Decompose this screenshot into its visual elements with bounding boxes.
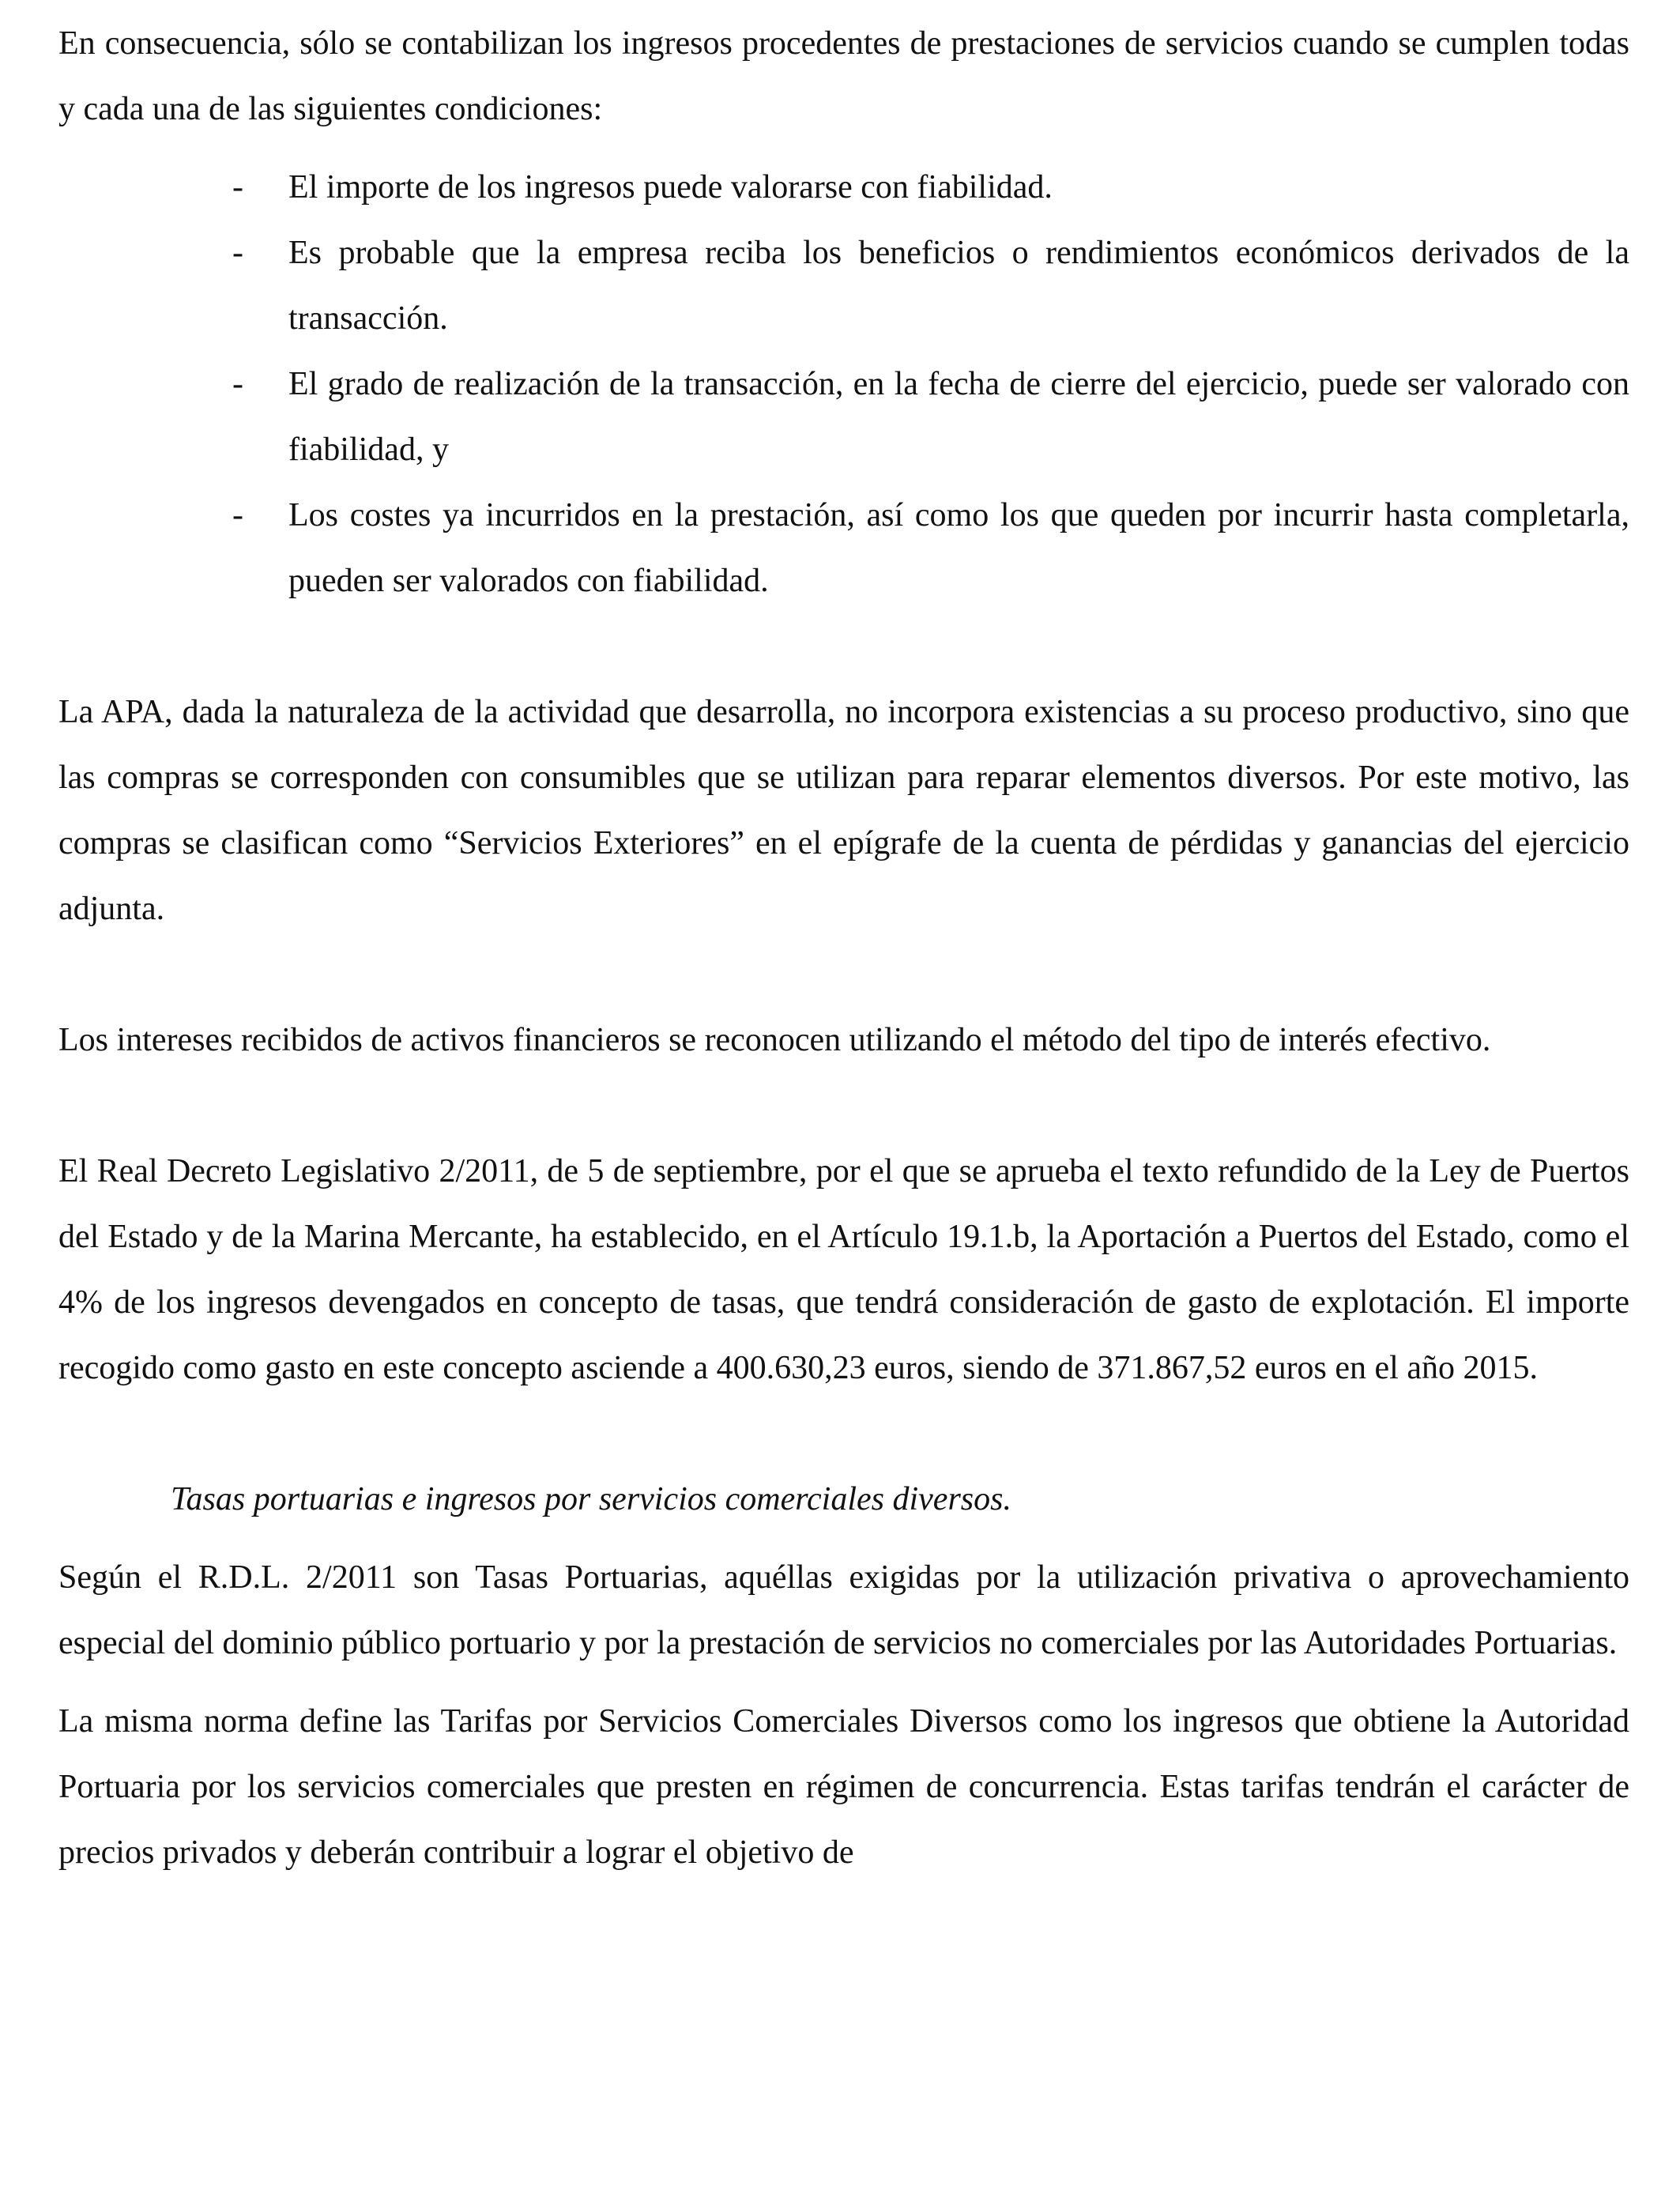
list-item	[58, 483, 1629, 614]
list-item	[58, 155, 1629, 221]
list-dash: -	[232, 235, 243, 271]
list-item-text: Es probable que la empresa reciba los beneficios o rendimientos económicos derivados de la transacción.	[288, 235, 1629, 337]
list-item	[58, 221, 1629, 352]
intro-paragraph: En consecuencia, sólo se contabilizan los ingresos procedentes de prestaciones de servicios cuando se cumplen todas y cada una de las siguientes condiciones:	[58, 25, 1629, 127]
paragraph-spacer	[58, 942, 1629, 1008]
tasas-paragraph: Según el R.D.L. 2/2011 son Tasas Portuarias, aquéllas exigidas por la utilización privativa o aprovechamiento especial del dominio público portuario y por la prestación de servicios no comerciales por las Autoridades Portuarias.	[58, 1559, 1629, 1661]
tarifas-paragraph: La misma norma define las Tarifas por Servicios Comerciales Diversos como los ingresos que obtiene la Autoridad Portuaria por los servicios comerciales que presten en régimen de concurrencia. Estas tarifas tendrán el carácter de precios privados y deberán contribuir a lograr el objetivo de	[58, 1703, 1629, 1871]
paragraph-spacer	[58, 614, 1629, 680]
paragraph-spacer	[58, 1676, 1629, 1689]
list-item-text: El grado de realización de la transacción, en la fecha de cierre del ejercicio, puede ser valorado con fiabilidad, y	[288, 366, 1629, 468]
intereses-paragraph: Los intereses recibidos de activos financieros se reconocen utilizando el método del tipo de interés efectivo.	[58, 1022, 1491, 1058]
apa-paragraph: La APA, dada la naturaleza de la actividad que desarrolla, no incorpora existencias a su proceso productivo, sino que las compras se corresponden con consumibles que se utilizan para reparar elementos diversos. Por este motivo, las compras se clasifican como “Servicios Exteriores” en el epígrafe de la cuenta de pérdidas y ganancias del ejercicio adjunta.	[58, 694, 1629, 927]
paragraph-spacer	[58, 1073, 1629, 1139]
list-dash: -	[232, 497, 243, 533]
conditions-list	[58, 155, 1629, 614]
decreto-paragraph: El Real Decreto Legislativo 2/2011, de 5 de septiembre, por el que se aprueba el texto refundido de la Ley de Puertos del Estado y de la Marina Mercante, ha establecido, en el Artículo 19.1.b, la Aportación a Puertos del Estado, como el 4% de los ingresos devengados en concepto de tasas, que tendrá consideración de gasto de explotación. El importe recogido como gasto en este concepto asciende a 400.630,23 euros, siendo de 371.867,52 euros en el año 2015.	[58, 1153, 1629, 1386]
list-item	[58, 352, 1629, 483]
document-page	[58, 11, 1629, 1886]
list-dash: -	[232, 366, 243, 402]
list-item-text: Los costes ya incurridos en la prestación, así como los que queden por incurrir hasta completarla, pueden ser valorados con fiabilidad.	[288, 497, 1629, 599]
section-subheading: Tasas portuarias e ingresos por servicios comerciales diversos.	[171, 1481, 1011, 1517]
list-dash: -	[232, 169, 243, 205]
paragraph-spacer	[58, 1532, 1629, 1545]
list-item-text: El importe de los ingresos puede valorarse con fiabilidad.	[288, 169, 1053, 205]
paragraph-spacer	[58, 1401, 1629, 1467]
